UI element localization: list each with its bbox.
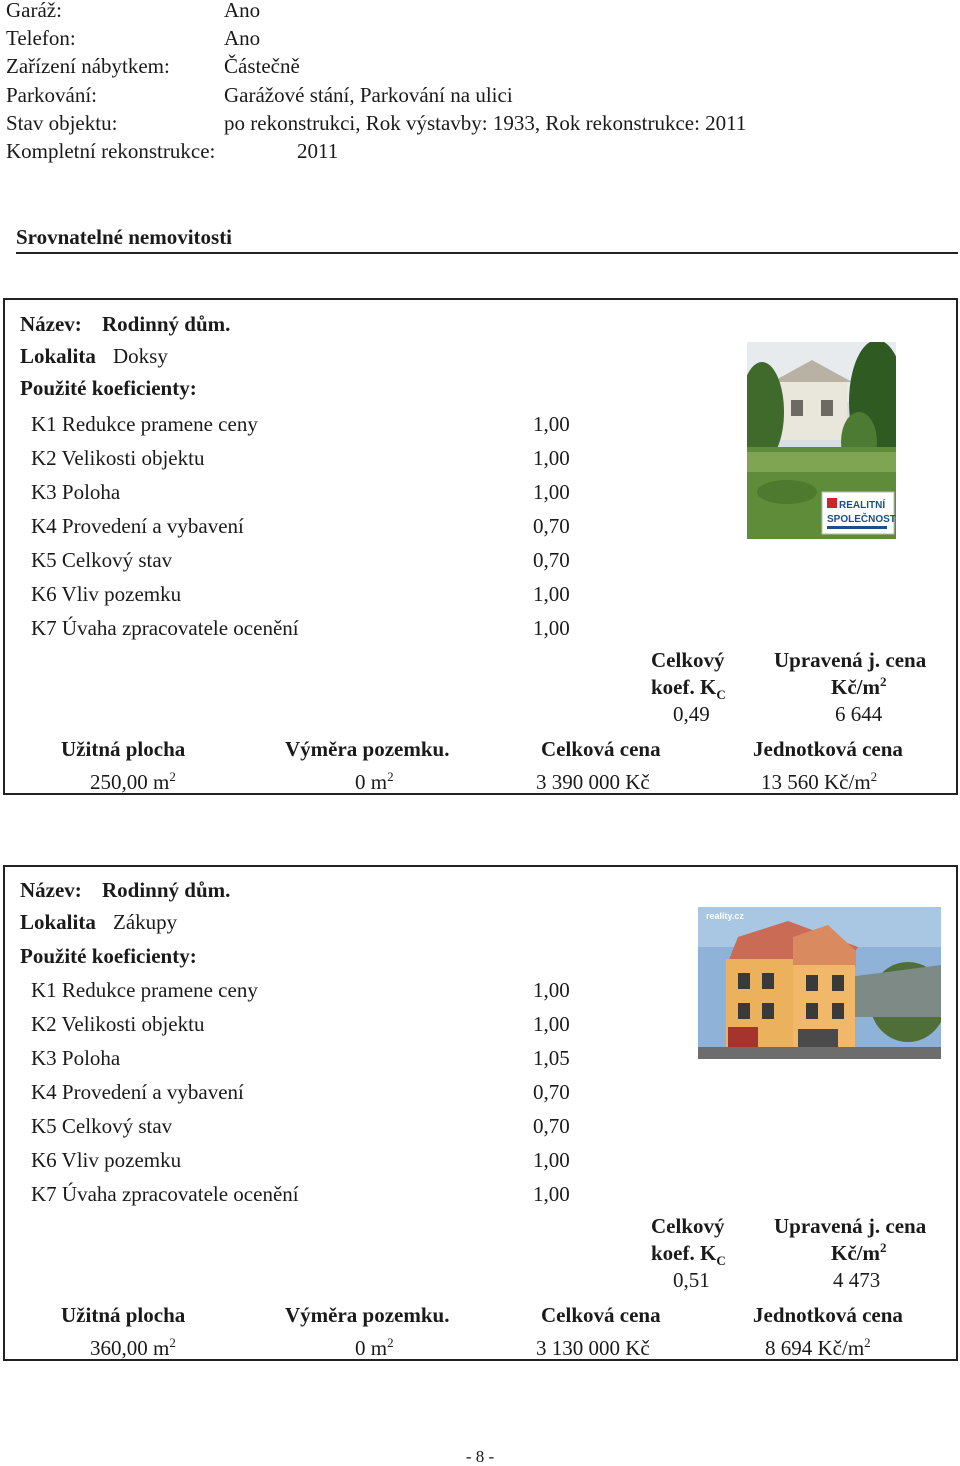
usable-area-value: 250,00 $m^2$ [90,769,176,794]
property-location: Doksy [113,344,168,368]
coef-k5-value: 0,70 [533,1114,570,1138]
property-photo [747,342,896,539]
coef-k5-label: K5 Celkový stav [31,1114,173,1138]
coef-k4-value: 0,70 [533,514,570,538]
garage-label: Garáž: [6,0,62,22]
coef-k4-label: K4 Provedení a vybavení [31,1080,244,1104]
coef-k6-label: K6 Vliv pozemku [31,582,182,606]
total-price-value: 3 390 000 Kč [536,770,650,794]
coef-k7-value: 1,00 [533,1182,570,1206]
townhouse-photo [698,907,941,1059]
coef-k4-value: 0,70 [533,1080,570,1104]
coef-k3-label: K3 Poloha [31,1046,121,1070]
property-card-2 [3,865,958,1361]
coef-k5-label: K5 Celkový stav [31,548,173,572]
land-area-label: Výměra pozemku. [285,737,450,761]
unit-price-label: Jednotková cena [753,1303,903,1327]
land-area-label: Výměra pozemku. [285,1303,450,1327]
logo-line-1: REALITNÍ [839,500,886,511]
location-label: Lokalita [20,910,96,934]
coef-k3-value: 1,00 [533,480,570,504]
total-coef-label: Celkový [651,648,725,672]
coef-k7-value: 1,00 [533,616,570,640]
total-price-label: Celková cena [541,737,661,761]
coef-k4-label: K4 Provedení a vybavení [31,514,244,538]
coef-k1-label: K1 Redukce pramene ceny [31,412,258,436]
adjusted-price-label: Upravená j. cena [774,1214,927,1238]
coef-k3-label: K3 Poloha [31,480,121,504]
parking-label: Parkování: [6,83,97,107]
furnishing-value: Částečně [224,54,300,78]
usable-area-label: Užitná plocha [61,1303,186,1327]
section-title: Srovnatelné nemovitosti [16,226,958,254]
coefficients-heading: Použité koeficienty: [20,944,197,968]
reconstruction-value: 2011 [297,139,339,163]
property-card-1 [3,298,958,795]
adjusted-price-value: 6 644 [835,702,883,726]
coef-k5-value: 0,70 [533,548,570,572]
garage-value: Ano [224,0,261,22]
phone-label: Telefon: [6,26,76,50]
adjusted-price-label: Upravená j. cena [774,648,927,672]
total-price-value: 3 130 000 Kč [536,1336,650,1360]
land-area-value: 0 $m^2$ [355,769,394,794]
house-garden-photo [747,342,896,539]
usable-area-value: 360,00 $m^2$ [90,1335,176,1360]
property-name: Rodinný dům. [102,878,231,902]
coef-k6-label: K6 Vliv pozemku [31,1148,182,1172]
unit-price-value: 13 560 $Kč/m^2$ [761,769,878,794]
coef-k2-value: 1,00 [533,1012,570,1036]
phone-value: Ano [224,26,261,50]
land-area-value: 0 $m^2$ [355,1335,394,1360]
adjusted-price-value: 4 473 [833,1268,881,1292]
total-coef-value: 0,51 [673,1268,710,1292]
reconstruction-label: Kompletní rekonstrukce: [6,139,216,163]
logo-line-2: SPOLEČNOST [827,514,896,525]
coef-k6-value: 1,00 [533,582,570,606]
property-name: Rodinný dům. [102,312,231,336]
coef-k1-value: 1,00 [533,978,570,1002]
total-coef-koef: koef. $K_C$ [651,1241,726,1269]
coef-k2-label: K2 Velikosti objektu [31,1012,205,1036]
adjusted-price-unit: $Kč/m^2$ [831,674,887,699]
location-label: Lokalita [20,344,96,368]
parking-value: Garážové stání, Parkování na ulici [224,83,513,107]
condition-label: Stav objektu: [6,111,118,135]
page-number: - 8 - [465,1447,495,1466]
unit-price-label: Jednotková cena [753,737,903,761]
coef-k1-value: 1,00 [533,412,570,436]
coef-k6-value: 1,00 [533,1148,570,1172]
photo-watermark: reality.cz [706,911,744,921]
total-price-label: Celková cena [541,1303,661,1327]
coef-k7-label: K7 Úvaha zpracovatele ocenění [31,1182,299,1206]
total-coef-value: 0,49 [673,702,710,726]
coef-k2-label: K2 Velikosti objektu [31,446,205,470]
coef-k1-label: K1 Redukce pramene ceny [31,978,258,1002]
coef-k3-value: 1,05 [533,1046,570,1070]
name-label: Název: [20,878,82,902]
property-photo [698,907,941,1059]
adjusted-price-unit: $Kč/m^2$ [831,1240,887,1265]
unit-price-value: 8 694 $Kč/m^2$ [765,1335,871,1360]
furnishing-label: Zařízení nábytkem: [6,54,170,78]
total-coef-label: Celkový [651,1214,725,1238]
coefficients-heading: Použité koeficienty: [20,376,197,400]
total-coef-koef: koef. $K_C$ [651,675,726,703]
name-label: Název: [20,312,82,336]
condition-value: po rekonstrukci, Rok výstavby: 1933, Rok rekonstrukce: 2011 [224,111,747,135]
property-location: Zákupy [113,910,178,934]
coef-k2-value: 1,00 [533,446,570,470]
coef-k7-label: K7 Úvaha zpracovatele ocenění [31,616,299,640]
usable-area-label: Užitná plocha [61,737,186,761]
